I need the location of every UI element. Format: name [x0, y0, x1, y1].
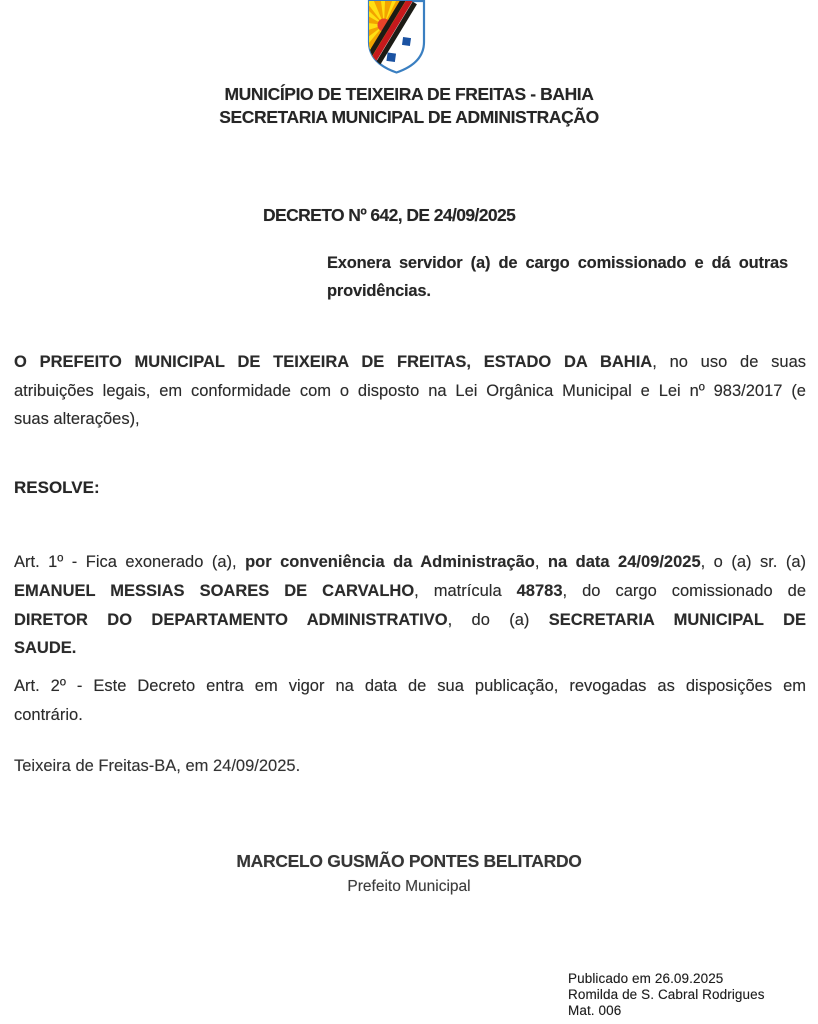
letterhead — [0, 83, 818, 128]
text-segment: por conveniência da Administração — [245, 553, 535, 571]
signature-block — [0, 851, 818, 896]
text-segment: , o (a) sr. (a) — [700, 553, 806, 571]
text-segment: DIRETOR DO DEPARTAMENTO ADMINISTRATIVO — [14, 610, 448, 629]
text-segment: na data 24/09/2025 — [547, 553, 701, 571]
preamble-line — [14, 348, 806, 377]
preamble-line — [14, 377, 806, 406]
text-segment: 48783 — [516, 581, 563, 600]
resolve-heading: RESOLVE: — [14, 478, 100, 497]
text-segment: , no uso de suas — [652, 353, 806, 371]
text-segment: , do (a) — [447, 610, 549, 629]
stamp-clerk-registration: Mat. 006 — [568, 1002, 622, 1018]
article-2-line: Art. 2º - Este Decreto entra em vigor na data de sua publicação, revogadas as disposições em — [14, 677, 806, 695]
article-1-line — [14, 606, 806, 635]
summary-line: providências. — [327, 282, 431, 300]
decree-title: DECRETO Nº 642, DE 24/09/2025 — [263, 205, 516, 225]
text-segment: atribuições legais, em conformidade com o disposto na Lei Orgânica Municipal e Lei nº 983/2017 (e — [14, 381, 806, 400]
article-1-line — [14, 577, 806, 606]
text-segment: , — [534, 553, 548, 571]
article-2-paragraph — [14, 672, 806, 730]
decree-summary — [327, 249, 788, 305]
text-segment: SECRETARIA MUNICIPAL DE — [548, 610, 806, 629]
place-date-line: Teixeira de Freitas-BA, em 24/09/2025. — [14, 757, 301, 775]
blue-square-upper — [402, 37, 411, 46]
text-segment: , do cargo comissionado de — [562, 581, 806, 600]
preamble-line — [14, 405, 806, 434]
text-segment: EMANUEL MESSIAS SOARES DE CARVALHO — [14, 581, 415, 600]
blue-square-lower — [386, 52, 396, 62]
text-segment: O PREFEITO MUNICIPAL DE TEIXEIRA DE FREITAS, ESTADO DA BAHIA — [14, 353, 653, 371]
municipal-coat-of-arms-icon — [366, 0, 427, 74]
article-1-line — [14, 548, 806, 577]
stamp-clerk-name: Romilda de S. Cabral Rodrigues — [568, 986, 765, 1002]
stamp-published-date: Publicado em 26.09.2025 — [568, 971, 724, 986]
publication-stamp — [568, 971, 765, 1018]
summary-line: Exonera servidor (a) de cargo comissionado e dá outras — [327, 254, 788, 272]
text-segment: SAUDE. — [14, 639, 77, 658]
preamble-paragraph — [14, 348, 806, 434]
text-segment: suas alterações), — [14, 410, 140, 429]
article-1-paragraph — [14, 548, 806, 663]
article-1-line — [14, 634, 806, 663]
text-segment: , matrícula — [414, 581, 517, 600]
signer-title: Prefeito Municipal — [347, 878, 471, 895]
secretariat-name: SECRETARIA MUNICIPAL DE ADMINISTRAÇÃO — [219, 106, 599, 127]
signer-name: MARCELO GUSMÃO PONTES BELITARDO — [236, 851, 582, 871]
article-2-line: contrário. — [14, 705, 83, 724]
text-segment: Art. 1º - Fica exonerado (a), — [14, 553, 246, 571]
municipality-name: MUNICÍPIO DE TEIXEIRA DE FREITAS - BAHIA — [224, 84, 594, 104]
